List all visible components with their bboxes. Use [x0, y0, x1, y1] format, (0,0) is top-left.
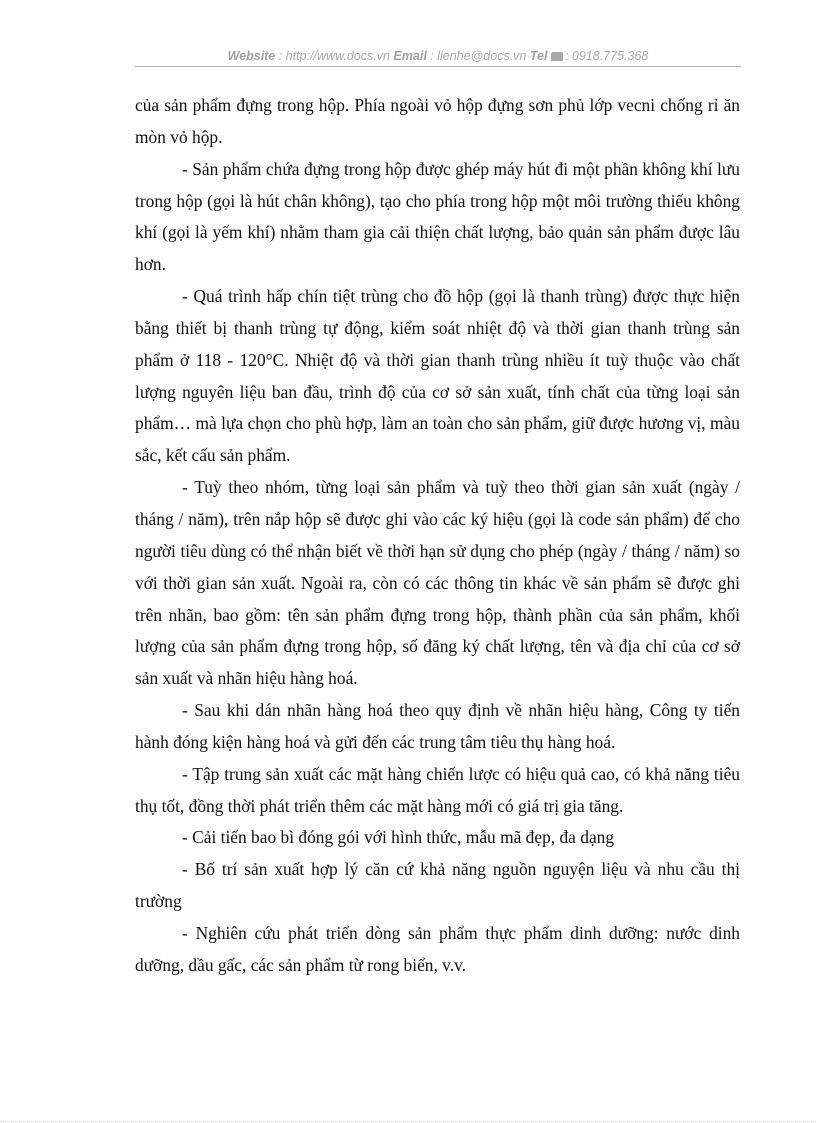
email-separator: :	[426, 49, 438, 63]
paragraph-3: - Quá trình hấp chín tiệt trùng cho đồ hộp (gọi là thanh trùng) được thực hiện bằng thiết bị thanh trùng tự động, kiểm soát nhiệt độ và thời gian thanh trùng sản phẩm ở 118 - 120°C. Nhiệt độ và thời gian thanh trùng nhiều ít tuỳ thuộc vào chất lượng nguyên liệu ban đầu, trình độ của cơ sở sản xuất, tính chất của từng loại sản phẩm… mà lựa chọn cho phù hợp, làm an toàn cho sản phẩm, giữ được hương vị, màu sắc, kết cấu sản phẩm.	[135, 286, 740, 466]
paragraph-7: - Cải tiến bao bì đóng gói với hình thức, mẫu mã đẹp, đa dạng	[182, 827, 615, 848]
email-label: Email	[393, 49, 427, 63]
paragraph-4: - Tuỳ theo nhóm, từng loại sản phẩm và tuỳ theo thời gian sản xuất (ngày / tháng / năm), trên nắp hộp sẽ được ghi vào các ký hiệu (gọi là code sản phẩm) để cho người tiêu dùng có thể nhận biết về thời hạn sử dụng cho phép (ngày / tháng / năm) so với thời gian sản xuất. Ngoài ra, còn có các thông tin khác về sản phẩm sẽ được ghi trên nhãn, bao gồm: tên sản phẩm đựng trong hộp, thành phần của sản phẩm, khối lượng của sản phẩm đựng trong hộp, số đăng ký chất lượng, tên và địa chỉ của cơ sở sản xuất và nhãn hiệu hàng hoá.	[135, 477, 740, 689]
footer-divider	[0, 1121, 816, 1122]
website-link[interactable]: http://www.docs.vn	[285, 49, 390, 63]
website-label: Website	[227, 49, 276, 63]
website-separator: :	[275, 49, 286, 63]
phone-icon	[551, 52, 563, 61]
paragraph-1: của sản phẩm đựng trong hộp. Phía ngoài vỏ hộp đựng sơn phủ lớp vecni chống rỉ ăn mòn vỏ hộp.	[135, 95, 740, 147]
paragraph-5: - Sau khi dán nhãn hàng hoá theo quy định về nhãn hiệu hàng, Công ty tiến hành đóng kiện hàng hoá và gửi đến các trung tâm tiêu thụ hàng hoá.	[135, 700, 740, 752]
header-divider	[135, 66, 741, 67]
paragraph-6: - Tập trung sản xuất các mặt hàng chiến lược có hiệu quả cao, có khả năng tiêu thụ tốt, đồng thời phát triển thêm các mặt hàng mới có giá trị gia tăng.	[135, 763, 740, 816]
tel-number: : 0918.775.368	[564, 49, 649, 63]
document-body	[135, 90, 740, 982]
paragraph-8: - Bố trí sản xuất hợp lý căn cứ khả năng nguồn nguyện liệu và nhu cầu thị trường	[135, 859, 740, 912]
email-link[interactable]: lienhe@docs.vn	[437, 49, 527, 63]
tel-label: Tel	[529, 49, 548, 63]
paragraph-9: - Nghiên cứu phát triển dòng sản phẩm thực phẩm dinh dưỡng: nước dinh dưỡng, dầu gấc, các sản phẩm từ rong biển, v.v.	[135, 922, 740, 975]
page-header	[135, 46, 741, 66]
paragraph-2: - Sản phẩm chứa đựng trong hộp được ghép máy hút đi một phần không khí lưu trong hộp (gọi là hút chân không), tạo cho phía trong hộp một môi trường thiếu không khí (gọi là yếm khí) nhằm tham gia cải thiện chất lượng, bảo quản sản phẩm được lâu hơn.	[135, 158, 740, 275]
